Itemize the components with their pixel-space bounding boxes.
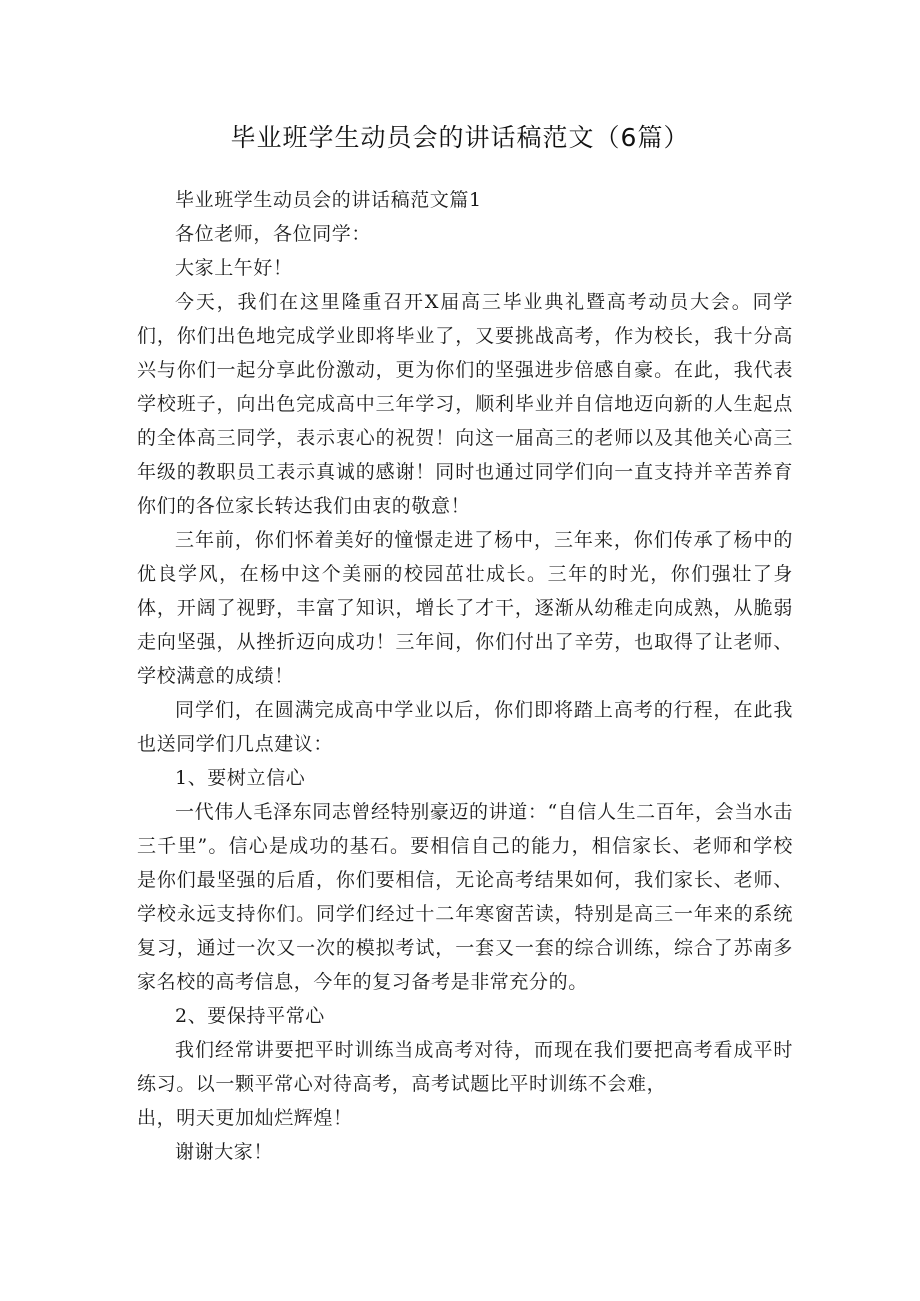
paragraph: 一代伟人毛泽东同志曾经特别豪迈的讲道：“自信人生二百年，会当水击三千里”。信心是成功的基石。要相信自己的能力，相信家长、老师和学校是你们最坚强的后盾，你们要相信，无论高考结果如何，我们家长、老师、学校永远支持你们。同学们经过十二年寒窗苦读，特别是高三一年来的系统复习，通过一次又一次的模拟考试，一套又一套的综合训练，综合了苏南多家名校的高考信息，今年的复习备考是非常充分的。 xyxy=(137,801,793,993)
paragraph: 谢谢大家！ xyxy=(175,1141,274,1163)
paragraph: 大家上午好！ xyxy=(175,257,293,279)
paragraph: 1、要树立信心 xyxy=(175,767,306,789)
paragraph: 各位老师，各位同学： xyxy=(175,223,372,245)
paragraph: 我们经常讲要把平时训练当成高考对待，而现在我们要把高考看成平时练习。以一颗平常心对待高考，高考试题比平时训练不会难， xyxy=(137,1039,793,1095)
paragraph: 三年前，你们怀着美好的憧憬走进了杨中，三年来，你们传承了杨中的优良学风，在杨中这个美丽的校园茁壮成长。三年的时光，你们强壮了身体，开阔了视野，丰富了知识，增长了才干，逐渐从幼稚走向成熟，从脆弱走向坚强，从挫折迈向成功！三年间，你们付出了辛劳，也取得了让老师、学校满意的成绩！ xyxy=(137,529,793,687)
paragraph: 同学们，在圆满完成高中学业以后，你们即将踏上高考的行程，在此我也送同学们几点建议： xyxy=(137,699,793,755)
paragraph: 2、要保持平常心 xyxy=(175,1005,325,1027)
document-title: 毕业班学生动员会的讲话稿范文（6篇） xyxy=(230,123,690,152)
paragraph: 毕业班学生动员会的讲话稿范文篇1 xyxy=(175,189,482,211)
paragraph: 出，明天更加灿烂辉煌！ xyxy=(137,1107,353,1129)
paragraph: 今天，我们在这里隆重召开X届高三毕业典礼暨高考动员大会。同学们，你们出色地完成学业即将毕业了，又要挑战高考，作为校长，我十分高兴与你们一起分享此份激动，更为你们的坚强进步倍感自豪。在此，我代表学校班子，向出色完成高中三年学习，顺利毕业并自信地迈向新的人生起点的全体高三同学，表示衷心的祝贺！向这一届高三的老师以及其他关心高三年级的教职员工表示真诚的感谢！同时也通过同学们向一直支持并辛苦养育你们的各位家长转达我们由衷的敬意！ xyxy=(137,291,793,517)
document-body xyxy=(137,183,793,1169)
